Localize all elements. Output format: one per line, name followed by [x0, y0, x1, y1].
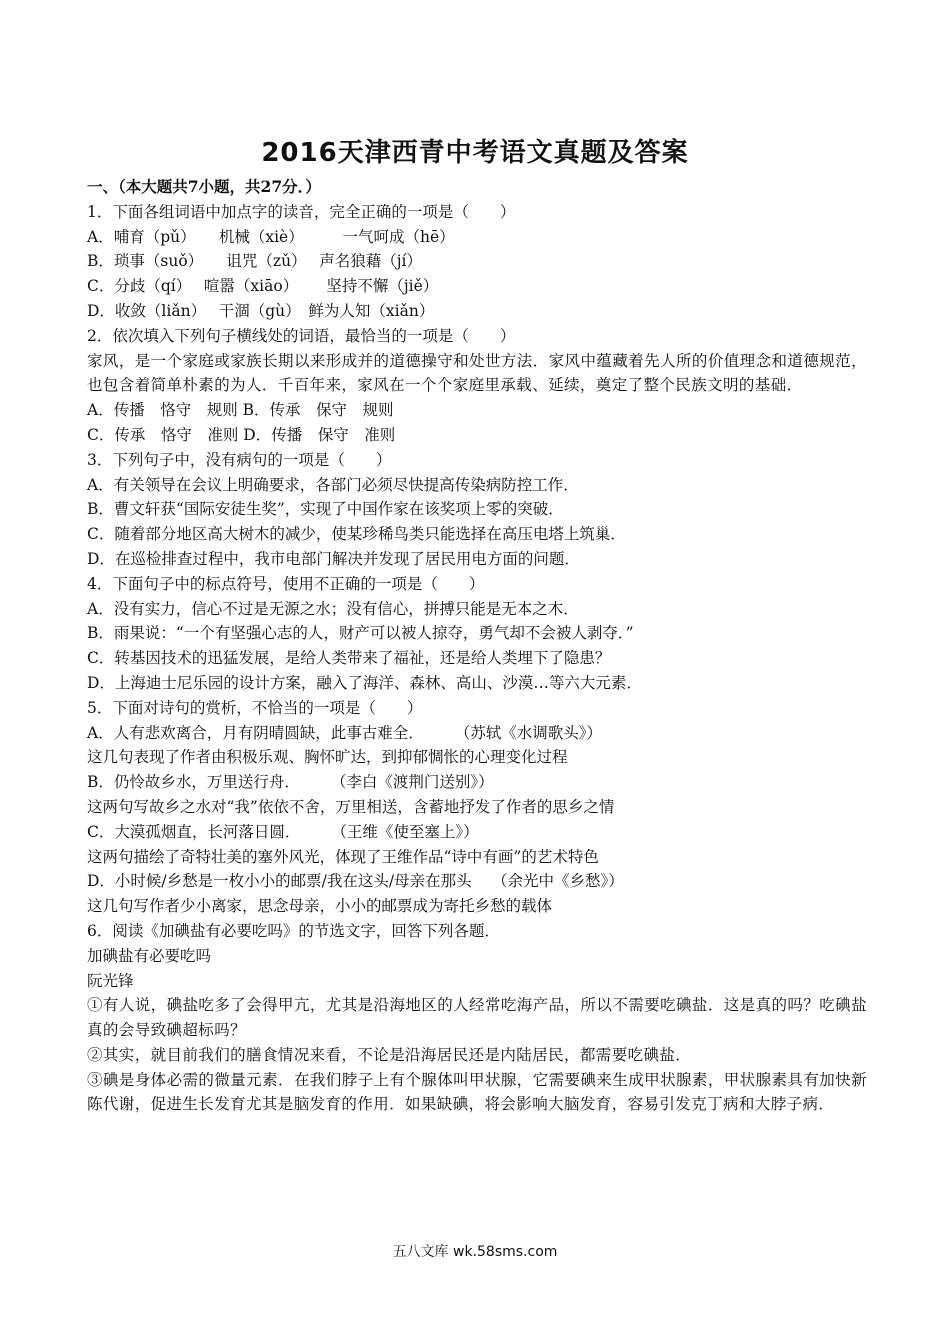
question-5-stem: 5．下面对诗句的赏析，不恰当的一项是（ ） — [87, 698, 423, 717]
question-5-option-b-note: 这两句写故乡之水对“我”依依不舍，万里相送，含蓄地抒发了作者的思乡之情 — [87, 797, 615, 816]
question-3-option-b: B．曹文轩获“国际安徒生奖”，实现了中国作家在该奖项上零的突破． — [87, 500, 564, 519]
question-3-stem: 3．下列句子中，没有病句的一项是（ ） — [87, 450, 392, 469]
question-1-option-d: D．收敛（liǎn） 干涸（gù） 鲜为人知（xiǎn） — [87, 301, 435, 320]
question-4-option-c: C．转基因技术的迅猛发展，是给人类带来了福祉，还是给人类埋下了隐患？ — [87, 649, 611, 668]
question-3-option-a: A．有关领导在会议上明确要求，各部门必须尽快提高传染病防控工作． — [87, 475, 579, 494]
question-5-option-d-note: 这几句写作者少小离家，思念母亲，小小的邮票成为寄托乡愁的载体 — [87, 897, 553, 916]
question-5-option-b: B．仍怜故乡水，万里送行舟． （李白《渡荆门送别》） — [87, 773, 494, 792]
question-4-option-a: A．没有实力，信心不过是无源之水；没有信心，拼搏只能是无本之木． — [87, 599, 579, 618]
question-2-stem: 2．依次填入下列句子横线处的词语，最恰当的一项是（ ） — [87, 326, 516, 345]
question-4-stem: 4．下面句子中的标点符号，使用不正确的一项是（ ） — [87, 574, 485, 593]
question-5-option-c: C．大漠孤烟直，长河落日圆． （王维《使至塞上》） — [87, 822, 479, 841]
question-1-option-b: B．琐事（suǒ） 诅咒（zǔ） 声名狼藉（jí） — [87, 252, 422, 271]
question-3-option-d: D．在巡检排查过程中，我市电部门解决并发现了居民用电方面的问题． — [87, 549, 580, 568]
question-4-option-b: B．雨果说：“一个有坚强心志的人，财产可以被人掠夺，勇气却不会被人剥夺．” — [87, 624, 634, 643]
article-author: 阮光锋 — [87, 971, 134, 990]
question-5-option-d: D．小时候/乡愁是一枚小小的邮票/我在这头/母亲在那头 （余光中《乡愁》） — [87, 872, 624, 891]
document-body — [87, 175, 867, 1117]
question-4-option-d: D．上海迪士尼乐园的设计方案，融入了海洋、森林、高山、沙漠…等六大元素． — [87, 673, 642, 692]
article-paragraph-3: ③碘是身体必需的微量元素．在我们脖子上有个腺体叫甲状腺，它需要碘来生成甲状腺素，甲状腺素具有加快新陈代谢，促进生长发育尤其是脑发育的作用．如果缺碘，将会影响大脑发育，容易引发克丁病和大脖子病． — [87, 1070, 867, 1114]
question-2-options-cd: C．传承 恪守 准则 D．传播 保守 准则 — [87, 425, 396, 444]
article-paragraph-1: ①有人说，碘盐吃多了会得甲亢，尤其是沿海地区的人经常吃海产品，所以不需要吃碘盐．这是真的吗？吃碘盐真的会导致碘超标吗？ — [87, 996, 867, 1040]
question-2-passage: 家风，是一个家庭或家族长期以来形成并的道德操守和处世方法．家风中蕴藏着先人所的价值理念和道德规范，也包含着简单朴素的为人．千百年来，家风在一个个家庭里承载、延续，奠定了整个民族文明的基础． — [87, 351, 867, 395]
page-footer: 五八文库 wk.58sms.com — [392, 1244, 558, 1260]
question-5-option-a: A．人有悲欢离合，月有阴晴圆缺，此事古难全． （苏轼《水调歌头》） — [87, 723, 602, 742]
article-paragraph-2: ②其实，就目前我们的膳食情况来看，不论是沿海居民还是内陆居民，都需要吃碘盐． — [87, 1045, 692, 1064]
article-title: 加碘盐有必要吃吗 — [87, 946, 212, 965]
question-5-option-c-note: 这两句描绘了奇特壮美的塞外风光，体现了王维作品“诗中有画”的艺术特色 — [87, 847, 599, 866]
question-6-stem: 6．阅读《加碘盐有必要吃吗》的节选文字，回答下列各题． — [87, 921, 500, 940]
section-header: 一、（本大题共7小题，共27分．） — [87, 177, 321, 196]
page-title: 2016天津西青中考语文真题及答案 — [261, 138, 689, 168]
question-1-stem: 1．下面各组词语中加点字的读音，完全正确的一项是（ ） — [87, 202, 516, 221]
question-3-option-c: C．随着部分地区高大树木的减少，使某珍稀鸟类只能选择在高压电塔上筑巢． — [87, 525, 626, 544]
question-2-options-ab: A．传播 恪守 规则 B．传承 保守 规则 — [87, 401, 394, 420]
question-1-option-c: C．分歧（qí） 喧嚣（xiāo） 坚持不懈（jiě） — [87, 277, 439, 296]
question-5-option-a-note: 这几句表现了作者由积极乐观、胸怀旷达，到抑郁惆怅的心理变化过程 — [87, 748, 568, 767]
question-1-option-a: A．哺育（pǔ） 机械（xiè） 一气呵成（hē） — [87, 227, 455, 246]
